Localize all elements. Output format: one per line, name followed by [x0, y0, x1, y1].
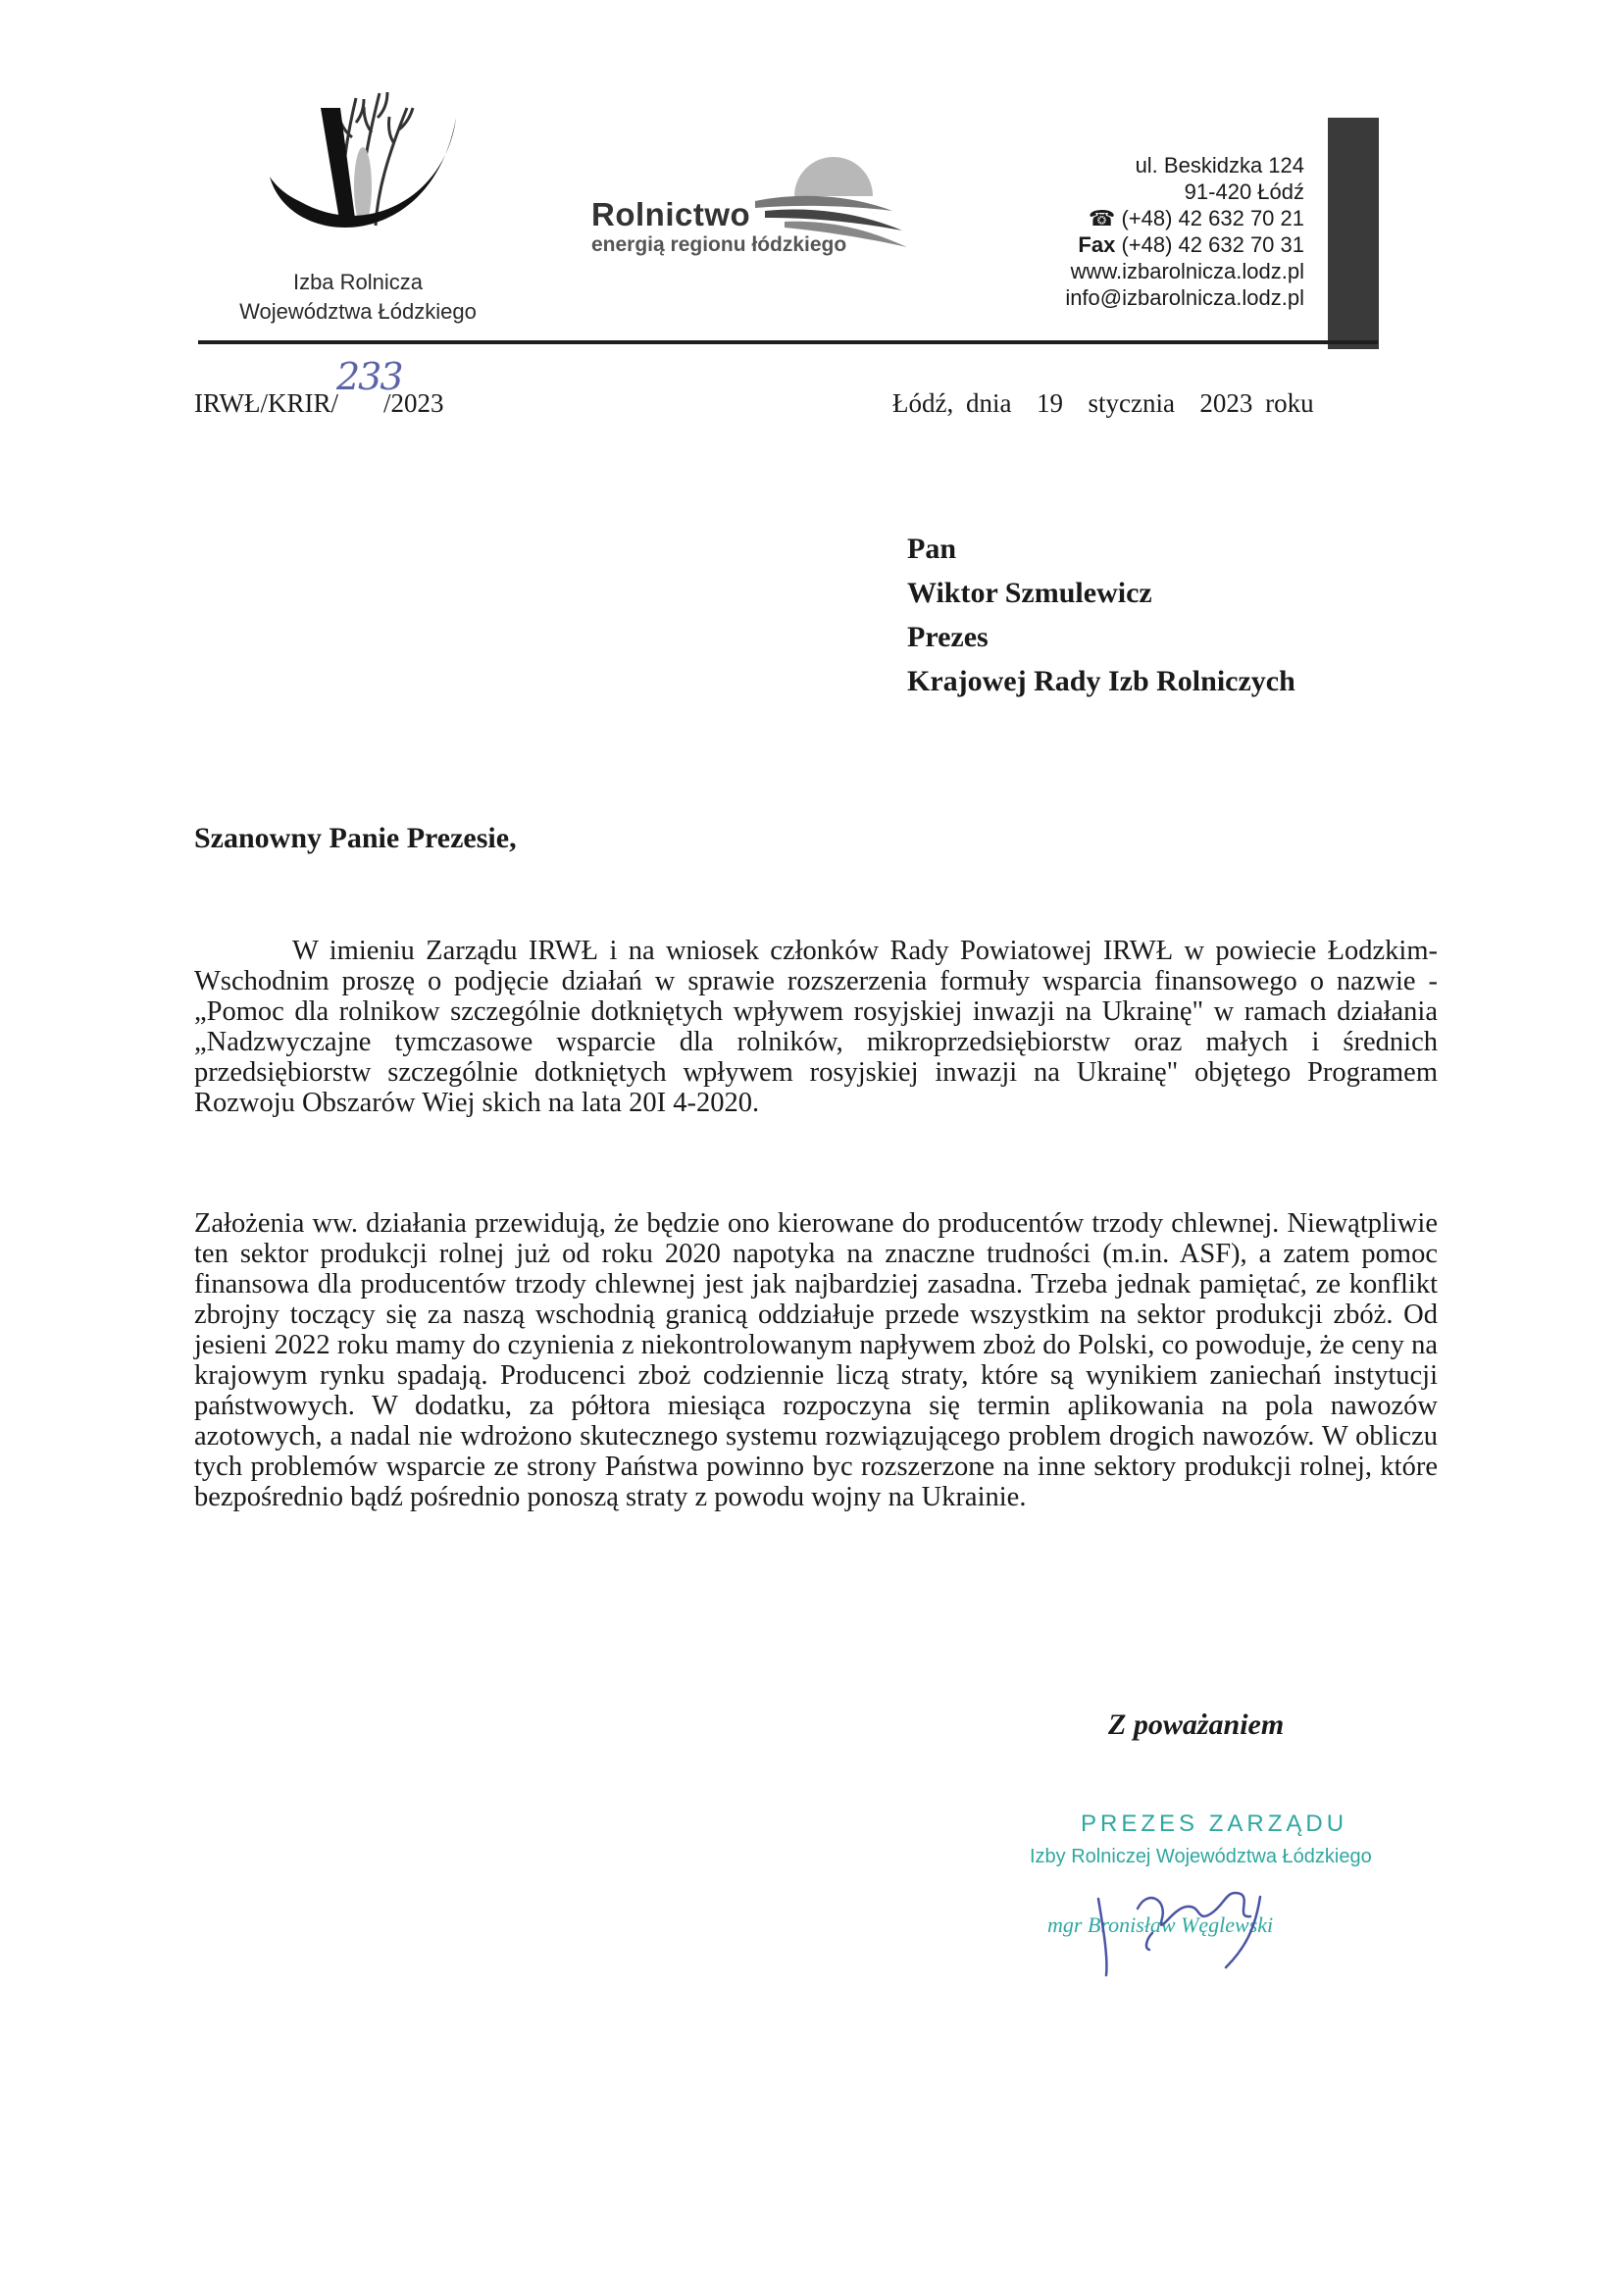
recipient-line-4: Krajowej Rady Izb Rolniczych — [907, 665, 1295, 697]
address-line-2: 91-420 Łódź — [1184, 179, 1304, 204]
header-accent-bar — [1328, 118, 1379, 349]
letter-date: Łódź, dnia 19 stycznia 2023 roku — [892, 388, 1314, 418]
fax-row — [1065, 231, 1304, 258]
reference-prefix: IRWŁ/KRIR/ — [194, 388, 338, 418]
stamp-name: mgr Bronisław Węglewski — [1047, 1912, 1274, 1937]
reference-number — [194, 388, 444, 419]
body-paragraph-2: Założenia ww. działania przewidują, że będzie ono kierowane do producentów trzody chlewnej. Niewątpliwie ten sektor produkcji rolnej już od roku 2020 napotyka na znaczne trudności (m.in. ASF), a zatem pomoc finansowa dla producentów trzody chlewnej jest jak najbardziej zasadna. Trzeba jednak pamiętać, ze konflikt zbrojny toczący się za naszą wschodnią granicą oddziałuje przede wszystkim na sektor produkcji zbóż. Od jesieni 2022 roku mamy do czynienia z niekontrolowanym napływem zboż do Polski, co powoduje, że ceny na krajowym rynku spadają. Producenci zboż codziennie liczą straty, które są wynikiem zaniechań instytucji państwowych. W dodatku, za półtora miesiąca rozpoczyna się termin aplikowania na pola nawozów azotowych, a nadal nie wdrożono skutecznego systemu rozwiązującego problem drogich nawozów. W obliczu tych problemów wsparcie ze strony Państwa powinno byc rozszerzone na inne sektory produkcji rolnej, które bezpośrednio bądź pośrednio ponoszą straty z powodu wojny na Ukrainie. — [194, 1208, 1438, 1512]
izba-logo — [250, 78, 476, 265]
header-divider — [198, 340, 1378, 344]
organization-name — [221, 268, 495, 327]
recipient-line-3: Prezes — [907, 621, 989, 653]
email-link[interactable]: info@izbarolnicza.lodz.pl — [1065, 285, 1304, 310]
telephone-icon: ☎ — [1088, 206, 1116, 230]
phone-row — [1065, 205, 1304, 231]
recipient-line-2: Wiktor Szmulewicz — [907, 577, 1152, 609]
wheat-scythe-logo-icon — [250, 78, 476, 265]
closing: Z poważaniem — [1108, 1708, 1285, 1741]
official-stamp — [1020, 1810, 1393, 1977]
stamp-title: PREZES ZARZĄDU — [1081, 1810, 1348, 1837]
phone-number: (+48) 42 632 70 21 — [1121, 206, 1304, 230]
fax-number: (+48) 42 632 70 31 — [1121, 232, 1304, 257]
org-line-1: Izba Rolnicza — [292, 270, 424, 294]
address-line-1: ul. Beskidzka 124 — [1135, 153, 1304, 178]
contact-block — [1065, 152, 1304, 311]
org-line-2: Województwa Łódzkiego — [239, 299, 477, 324]
handwritten-signature-icon — [1079, 1869, 1324, 1977]
recipient-block — [907, 527, 1295, 703]
stamp-subtitle: Izby Rolniczej Województwa Łódzkiego — [1030, 1846, 1372, 1867]
body-paragraph-1: W imieniu Zarządu IRWŁ i na wniosek członków Rady Powiatowej IRWŁ w powiecie Łodzkim-Wschodnim proszę o podjęcie działań w sprawie rozszerzenia formuły wsparcia finansowego o nazwie - „Pomoc dla rolnikow szczególnie dotkniętych wpływem rosyjskiej inwazji na Ukrainę" w ramach działania „Nadzwyczajne tymczasowe wsparcie dla rolników, mikroprzedsiębiorstw oraz małych i średnich przedsiębiorstw szczególnie dotkniętych wpływem rosyjskiej inwazji na Ukrainę" objętego Programem Rozwoju Obszarów Wiej skich na lata 20I 4-2020. — [194, 936, 1438, 1118]
salutation: Szanowny Panie Prezesie, — [194, 822, 517, 854]
handwritten-reference-number: 233 — [336, 355, 402, 398]
recipient-line-1: Pan — [907, 533, 957, 565]
website-link[interactable]: www.izbarolnicza.lodz.pl — [1070, 259, 1304, 283]
fax-label: Fax — [1078, 232, 1116, 257]
reference-suffix: /2023 — [383, 388, 444, 418]
slogan-subtitle: energią regionu łódzkiego — [591, 233, 847, 256]
slogan-title: Rolnictwo — [591, 196, 751, 232]
